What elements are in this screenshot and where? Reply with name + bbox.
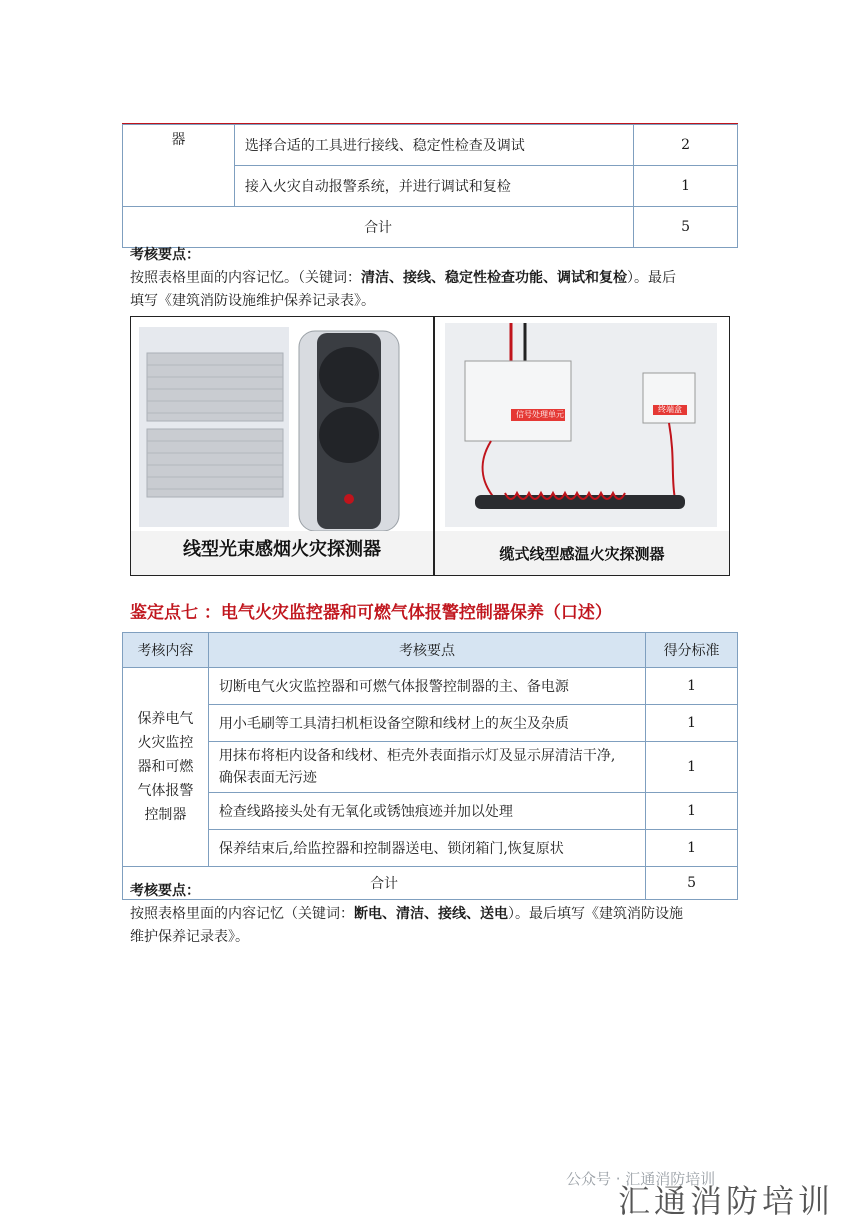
header-points: 考核要点 xyxy=(208,633,645,668)
left-caption: 线型光束感烟火灾探测器 xyxy=(183,539,381,560)
item-cell: 接入火灾自动报警系统，并进行调试和复检 xyxy=(234,166,633,207)
item-cell xyxy=(208,742,645,793)
item-cell: 保养结束后,给监控器和控制器送电、锁闭箱门,恢复原状 xyxy=(208,830,645,867)
score-cell: 1 xyxy=(646,705,738,742)
signal-unit-label: 信号处理单元 xyxy=(516,410,564,419)
terminal-box-label: 终端盒 xyxy=(658,405,682,414)
watermark-account: 公众号 · 汇通消防培训 xyxy=(566,1170,716,1188)
section-title: 鉴定点七 ：电气火灾监控器和可燃气体报警控制器保养（口述） xyxy=(130,603,612,623)
text-post: ）。最后 xyxy=(627,270,676,286)
total-score: 5 xyxy=(634,207,738,248)
header-score: 得分标准 xyxy=(646,633,738,668)
points-heading: 考核要点： xyxy=(130,883,200,899)
text-post: ）。最后填写《建筑消防设施 xyxy=(508,906,683,922)
table-row xyxy=(123,668,738,705)
total-label: 合计 xyxy=(123,207,634,248)
content-cell: 保养电气火灾监控器和可燃气体报警控制器 xyxy=(123,668,209,867)
header-row xyxy=(123,633,738,668)
score-cell: 1 xyxy=(646,830,738,867)
item-cell: 用小毛刷等工具清扫机柜设备空隙和线材上的灰尘及杂质 xyxy=(208,705,645,742)
item-line-1: 用抹布将柜内设备和线材、柜壳外表面指示灯及显示屏清洁干净, xyxy=(218,748,616,764)
points-heading: 考核要点： xyxy=(130,247,200,263)
table-row xyxy=(123,830,738,867)
score-cell: 1 xyxy=(646,742,738,793)
text-pre: 按照表格里面的内容记忆（关键词： xyxy=(130,906,354,922)
item-cell: 选择合适的工具进行接线、稳定性检查及调试 xyxy=(234,125,633,166)
total-row xyxy=(123,207,738,248)
table-row xyxy=(123,125,738,166)
cable-detector-image xyxy=(435,317,729,575)
keywords: 断电、清洁、接线、送电 xyxy=(354,906,508,922)
item-cell: 检查线路接头处有无氧化或锈蚀痕迹并加以处理 xyxy=(208,793,645,830)
item-cell: 切断电气火灾监控器和可燃气体报警控制器的主、备电源 xyxy=(208,668,645,705)
watermark-brand: 汇通消防培训 xyxy=(618,1182,835,1220)
points-text-2: 维护保养记录表》。 xyxy=(130,929,249,945)
maintenance-table-2 xyxy=(122,632,738,900)
item-line-2: 确保表面无污迹 xyxy=(218,770,317,786)
total-label: 合计 xyxy=(123,867,646,900)
beam-smoke-detector-photo xyxy=(131,317,435,575)
score-cell: 1 xyxy=(646,668,738,705)
cable-heat-detector-photo xyxy=(435,317,729,575)
table-row xyxy=(123,793,738,830)
content-cell: 器 xyxy=(123,125,235,207)
points-text-1 xyxy=(130,902,740,926)
detector-photos xyxy=(130,316,730,576)
maintenance-table-1 xyxy=(122,124,738,248)
table-row xyxy=(123,705,738,742)
total-row xyxy=(123,867,738,900)
header-content: 考核内容 xyxy=(123,633,209,668)
keywords: 清洁、接线、稳定性检查功能、调试和复检 xyxy=(361,270,627,286)
score-cell: 1 xyxy=(634,166,738,207)
total-score: 5 xyxy=(646,867,738,900)
points-text-1 xyxy=(130,266,740,290)
right-caption: 缆式线型感温火灾探测器 xyxy=(499,545,665,563)
score-cell: 1 xyxy=(646,793,738,830)
score-cell: 2 xyxy=(634,125,738,166)
text-pre: 按照表格里面的内容记忆。（关键词： xyxy=(130,270,361,286)
points-text-2: 填写《建筑消防设施维护保养记录表》。 xyxy=(130,293,375,309)
table-row xyxy=(123,742,738,793)
